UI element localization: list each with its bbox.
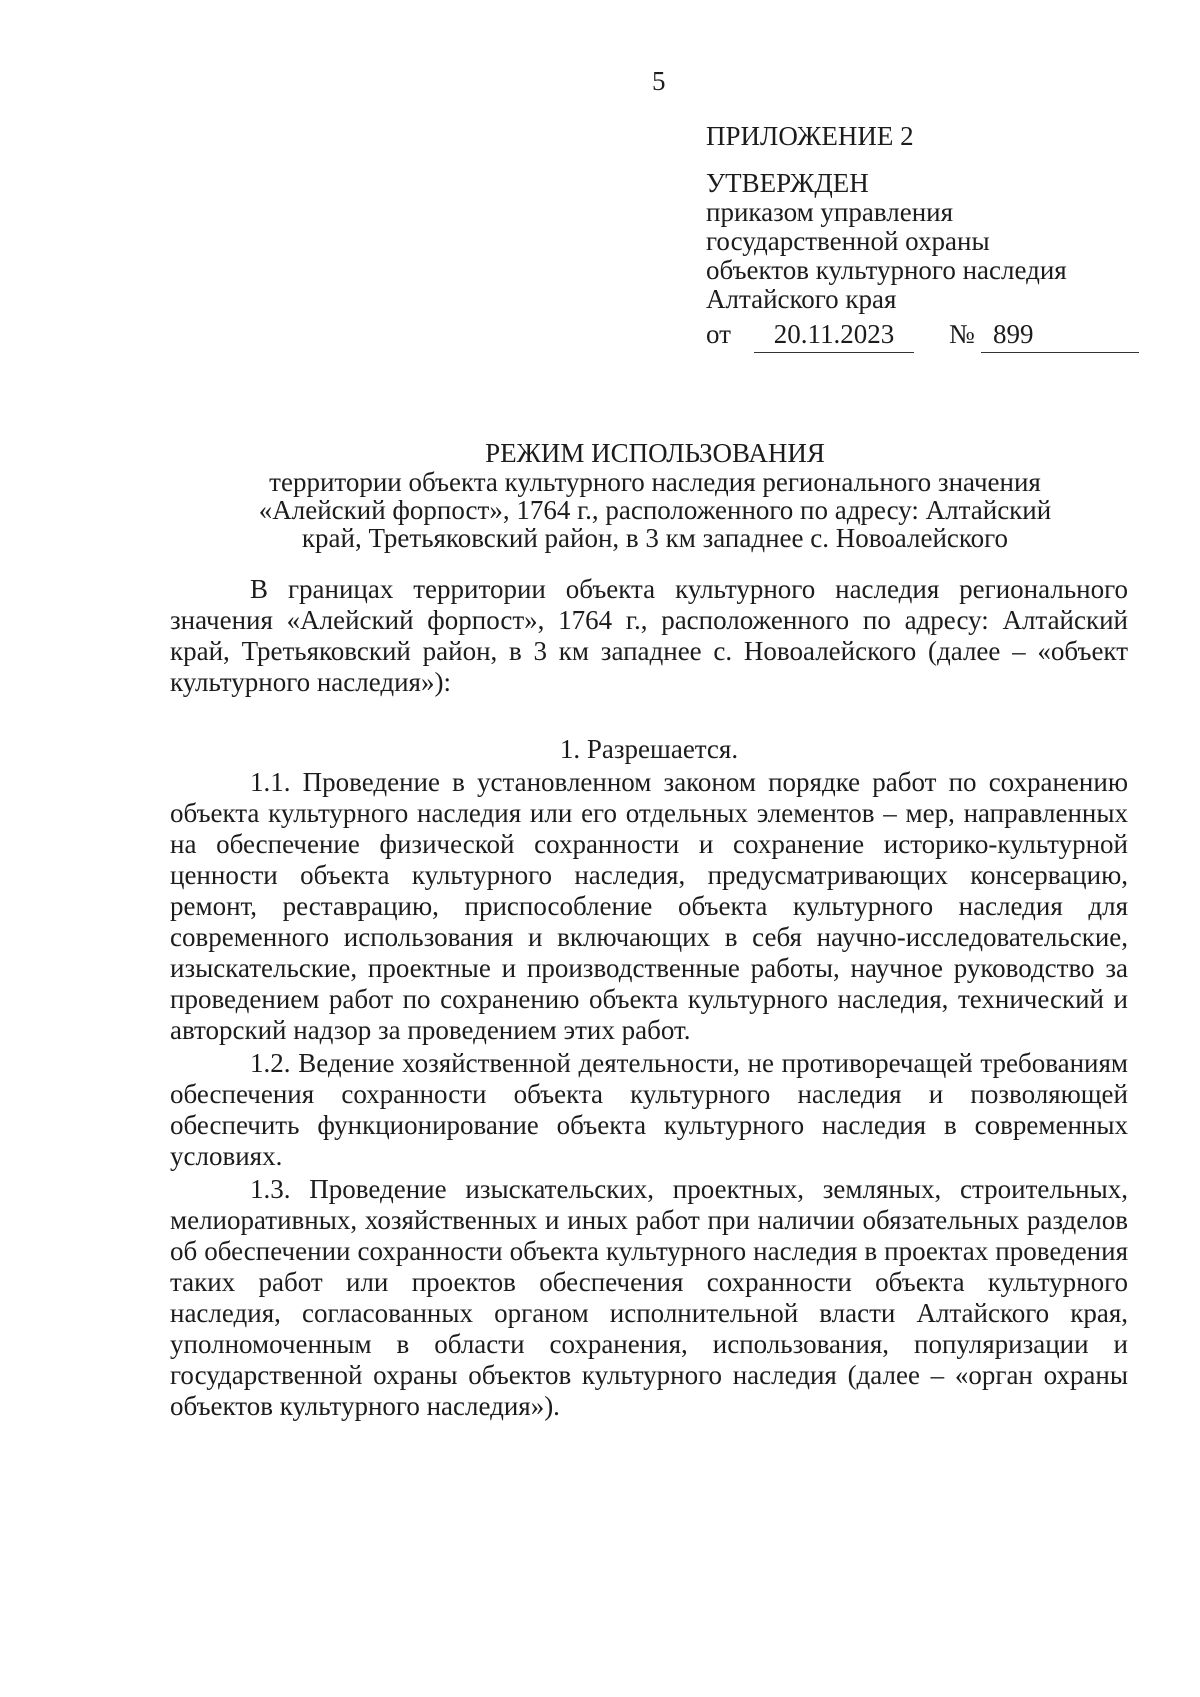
order-number: 899 <box>981 318 1139 353</box>
list-item-paragraph: 1.3. Проведение изыскательских, проектных, земляных, строительных, мелиоративных, хозяйственных и иных работ при наличии обязательных разделов об обеспечении сохранности объекта культурного наследия в проектах проведения таких работ или проектов обеспечения сохранности объекта культурного наследия, согласованных органом исполнительной власти Алтайского края, уполномоченным в области сохранения, использования, популяризации и государственной охраны объектов культурного наследия (далее – «орган охраны объектов культурного наследия»). <box>170 1174 1128 1421</box>
from-label: от <box>706 319 731 349</box>
list-item-paragraph: 1.1. Проведение в установленном законом порядке работ по сохранению объекта культурного наследия или его отдельных элементов – мер, направленных на обеспечение физической сохранности и сохранение историко-культурной ценности объекта культурного наследия, предусматривающих консервацию, ремонт, реставрацию, приспособление объекта культурного наследия для современного использования и включающих в себя научно-исследовательские, изыскательские, проектные и производственные работы, научное руководство за проведением работ по сохранению объекта культурного наследия, технический и авторский надзор за проведением этих работ. <box>170 767 1128 1045</box>
document-title-block <box>180 438 1130 552</box>
approval-stamp-block <box>706 120 1166 354</box>
approval-line: Алтайского края <box>706 284 897 314</box>
appendix-label: ПРИЛОЖЕНИЕ 2 <box>706 121 914 151</box>
page-number: 5 <box>652 66 666 96</box>
order-date: 20.11.2023 <box>754 318 914 353</box>
document-subtitle-line: край, Третьяковский район, в 3 км западнее с. Новоалейского <box>301 523 1009 553</box>
order-date-number <box>706 318 1166 354</box>
approved-label: УТВЕРЖДЕН <box>706 168 869 198</box>
approval-line: государственной охраны <box>706 226 990 256</box>
intro-paragraph: В границах территории объекта культурного наследия регионального значения «Алейский форпост», 1764 г., расположенного по адресу: Алтайский край, Третьяковский район, в 3 км западнее с. Новоалейского (далее – «объект культурного наследия»): <box>170 574 1128 697</box>
document-subtitle-line: «Алейский форпост», 1764 г., расположенного по адресу: Алтайский <box>258 495 1052 525</box>
approval-line: приказом управления <box>706 197 954 227</box>
list-item-paragraph: 1.2. Ведение хозяйственной деятельности, не противоречащей требованиям обеспечения сохранности объекта культурного наследия и позволяющей обеспечить функционирование объекта культурного наследия в современных условиях. <box>170 1048 1128 1171</box>
document-body <box>170 574 1128 1422</box>
document-subtitle-line: территории объекта культурного наследия регионального значения <box>269 467 1041 497</box>
approval-line: объектов культурного наследия <box>706 255 1067 285</box>
number-label: № <box>949 319 975 349</box>
document-title: РЕЖИМ ИСПОЛЬЗОВАНИЯ <box>485 438 825 468</box>
section-heading: 1. Разрешается. <box>559 734 739 764</box>
